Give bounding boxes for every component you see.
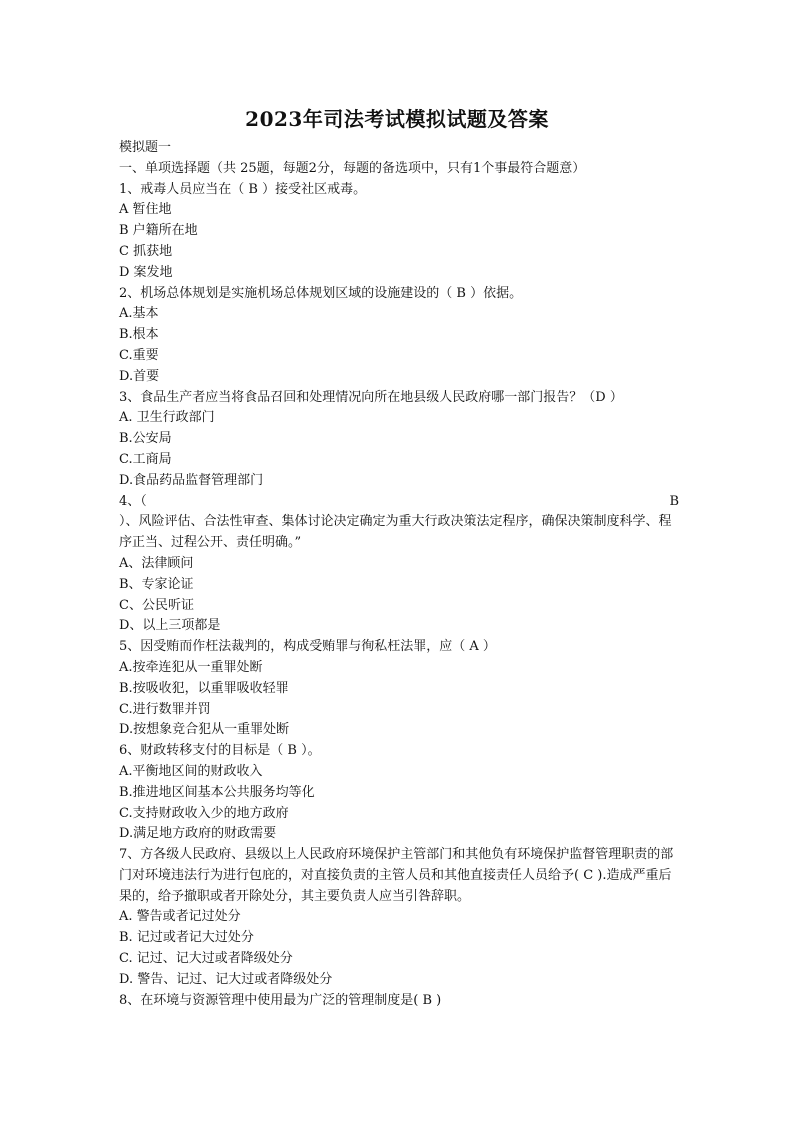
question-5-option-d: D.按想象竞合犯从一重罪处断 xyxy=(119,722,290,738)
question-7-option-a: A. 警告或者记过处分 xyxy=(119,909,241,925)
question-3-option-c: C.工商局 xyxy=(119,451,172,467)
question-7-option-d: D. 警告、记过、记大过或者降级处分 xyxy=(119,971,333,987)
question-2-stem: 2、机场总体规划是实施机场总体规划区域的设施建设的（ B ）依据。 xyxy=(119,285,523,301)
question-5-option-a: A.按牵连犯从一重罪处断 xyxy=(119,659,263,675)
question-4-option-a: A、法律顾问 xyxy=(119,555,194,571)
question-1-option-d: D 案发地 xyxy=(119,264,173,280)
question-1-option-c: C 抓获地 xyxy=(119,243,173,259)
question-7-stem: 7、方各级人民政府、县级以上人民政府环境保护主管部门和其他负有环境保护监督管理职责的部门对环境违法行为进行包庇的，对直接负责的主管人员和其他直接责任人员给予( C ).造成严重后果的，给予撤职或者开除处分，其主要负责人应当引咎辞职。 xyxy=(119,847,674,904)
question-1-option-b: B 户籍所在地 xyxy=(119,223,198,239)
question-7-option-b: B. 记过或者记大过处分 xyxy=(119,930,254,946)
question-4-option-b: B、专家论证 xyxy=(119,576,194,592)
question-3-option-b: B.公安局 xyxy=(119,431,172,447)
question-4-stem-start xyxy=(119,492,679,513)
question-4-option-d: D、以上三项都是 xyxy=(119,618,221,634)
question-7-option-c: C. 记过、记大过或者降级处分 xyxy=(119,951,293,967)
question-5-option-c: C.进行数罪并罚 xyxy=(119,701,211,717)
question-4-stem-rest: ）、风险评估、合法性审查、集体讨论决定确定为重大行政决策法定程序，确保决策制度科学、程序正当、过程公开、责任明确。” xyxy=(119,514,672,551)
question-6-option-d: D.满足地方政府的财政需要 xyxy=(119,826,277,842)
question-6-option-a: A.平衡地区间的财政收入 xyxy=(119,763,263,779)
question-2-option-b: B.根本 xyxy=(119,327,159,343)
question-4-number: 4、（ xyxy=(119,493,147,509)
question-2-option-d: D.首要 xyxy=(119,368,160,384)
question-3-stem: 3、食品生产者应当将食品召回和处理情况向所在地县级人民政府哪一部门报告？（D ） xyxy=(119,389,623,405)
question-6-option-c: C.支持财政收入少的地方政府 xyxy=(119,805,289,821)
question-5-stem: 5、因受贿而作枉法裁判的，构成受贿罪与徇私枉法罪，应（ A ） xyxy=(119,639,496,655)
question-5-option-b: B.按吸收犯，以重罪吸收轻罪 xyxy=(119,680,289,696)
question-8-stem: 8、在环境与资源管理中使用最为广泛的管理制度是( B ) xyxy=(119,992,442,1008)
question-6-option-b: B.推进地区间基本公共服务均等化 xyxy=(119,784,315,800)
question-1-stem: 1、戒毒人员应当在（ B ）接受社区戒毒。 xyxy=(119,181,367,197)
question-4-answer: B xyxy=(669,493,679,509)
question-2-option-a: A.基本 xyxy=(119,306,159,322)
question-3-option-a: A. 卫生行政部门 xyxy=(119,410,215,426)
document-title: 2023年司法考试模拟试题及答案 xyxy=(245,107,549,131)
section-heading: 模拟题一 xyxy=(119,140,172,155)
document-body xyxy=(119,138,679,1011)
question-4-option-c: C、公民听证 xyxy=(119,597,194,613)
question-1-option-a: A 暂住地 xyxy=(119,202,172,218)
question-3-option-d: D.食品药品监督管理部门 xyxy=(119,472,264,488)
question-2-option-c: C.重要 xyxy=(119,347,159,363)
question-6-stem: 6、财政转移支付的目标是（ B ）。 xyxy=(119,743,321,759)
instructions: 一、单项选择题（共 25题，每题2分，每题的备选项中，只有1个事最符合题意） xyxy=(119,160,586,176)
